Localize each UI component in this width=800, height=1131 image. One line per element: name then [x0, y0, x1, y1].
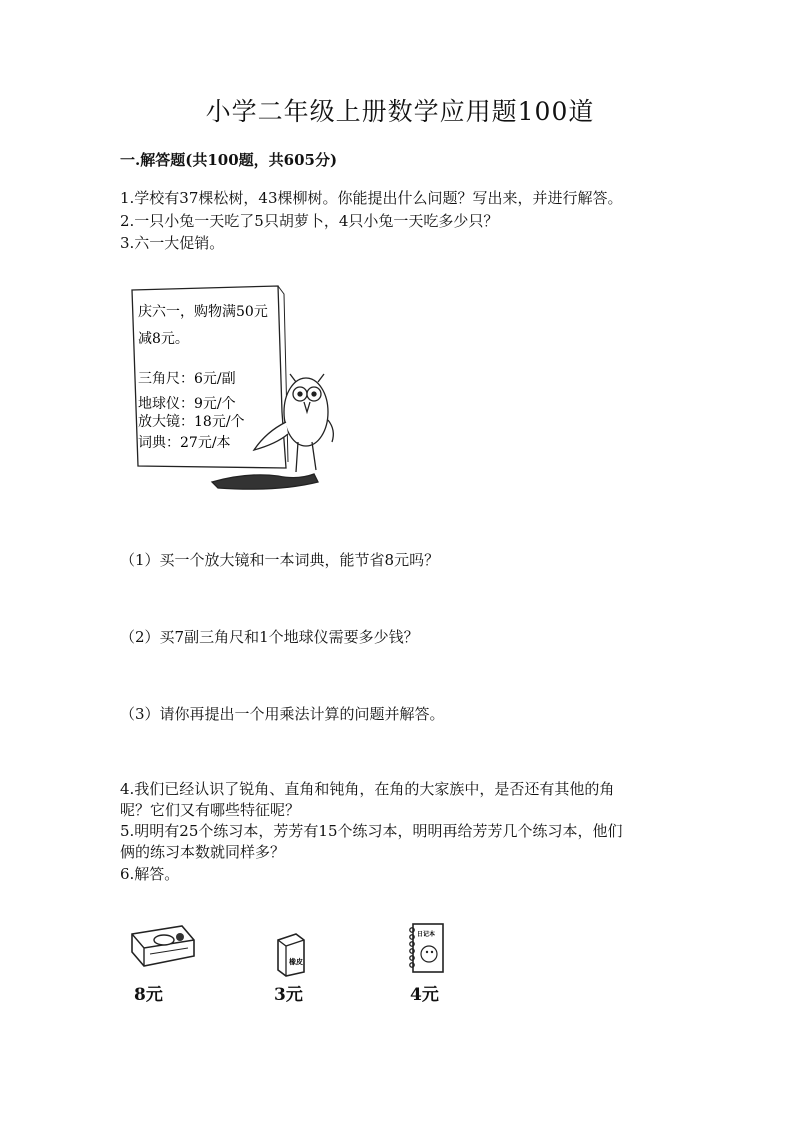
pencil-case-icon — [128, 920, 198, 972]
sign-line-1: 庆六一，购物满50元 — [138, 304, 268, 320]
question-3: 3.六一大促销。 — [120, 234, 225, 252]
eraser-icon — [272, 930, 308, 978]
section-heading: 一.解答题(共100题，共605分) — [120, 151, 338, 169]
eraser-label: 橡皮 — [289, 957, 303, 966]
sign-item-4: 词典：27元/本 — [138, 435, 231, 451]
sign-item-1: 三角尺：6元/副 — [138, 371, 236, 387]
notebook-icon — [406, 920, 448, 976]
promo-sign-illustration — [128, 282, 343, 497]
question-4-line-2: 呢？它们又有哪些特征呢？ — [120, 801, 301, 819]
question-6: 6.解答。 — [120, 865, 180, 883]
sub-question-1: （1）买一个放大镜和一本词典，能节省8元吗？ — [120, 551, 440, 569]
page-title: 小学二年级上册数学应用题100道 — [205, 97, 595, 126]
sign-line-2: 减8元。 — [138, 331, 189, 347]
sub-question-3: （3）请你再提出一个用乘法计算的问题并解答。 — [120, 705, 445, 723]
price-eraser: 3元 — [274, 985, 303, 1005]
question-1: 1.学校有37棵松树，43棵柳树。你能提出什么问题？写出来，并进行解答。 — [120, 189, 623, 207]
sign-item-2: 地球仪：9元/个 — [138, 396, 236, 412]
sub-question-2: （2）买7副三角尺和1个地球仪需要多少钱？ — [120, 628, 419, 646]
price-pencil-case: 8元 — [134, 985, 163, 1005]
question-2: 2.一只小兔一天吃了5只胡萝卜，4只小兔一天吃多少只？ — [120, 212, 499, 230]
price-notebook: 4元 — [410, 985, 439, 1005]
question-5-line-2: 俩的练习本数就同样多？ — [120, 843, 286, 861]
notebook-label: 日记本 — [417, 931, 436, 938]
sign-item-3: 放大镜：18元/个 — [138, 414, 245, 430]
question-4-line-1: 4.我们已经认识了锐角、直角和钝角，在角的大家族中，是否还有其他的角 — [120, 780, 615, 798]
question-5-line-1: 5.明明有25个练习本，芳芳有15个练习本，明明再给芳芳几个练习本，他们 — [120, 822, 623, 840]
